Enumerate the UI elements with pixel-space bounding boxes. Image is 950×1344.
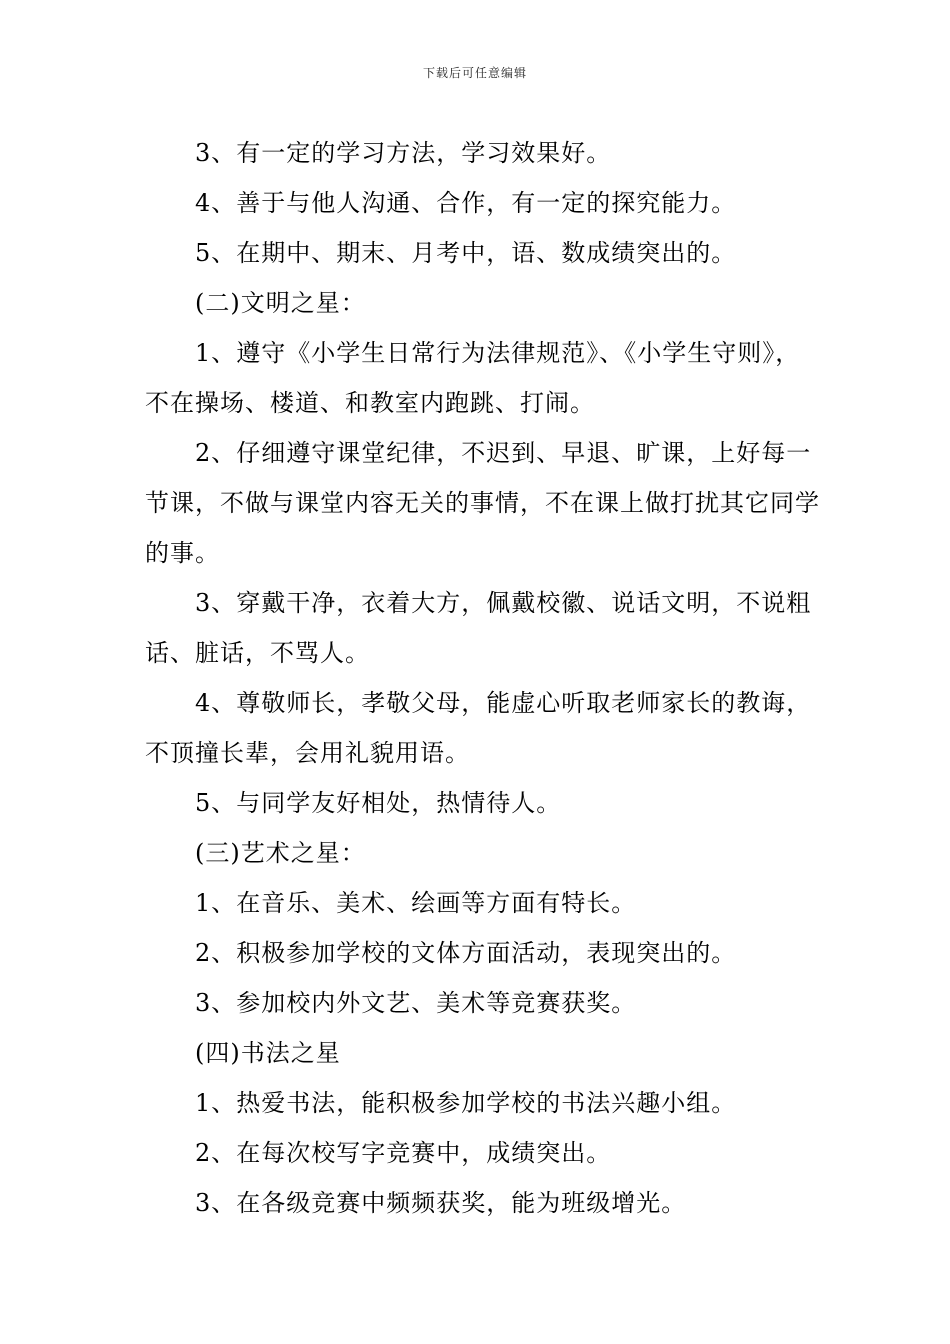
section-heading-civility-star: (二)文明之星： [195,289,366,317]
download-editable-note: 下载后可任意编辑 [422,66,527,80]
paragraph: 4、善于与他人沟通、合作，有一定的探究能力。 [195,189,737,217]
paragraph: 5、在期中、期末、月考中，语、数成绩突出的。 [195,239,737,267]
section-heading-art-star: (三)艺术之星： [195,839,366,867]
paragraph: 1、遵守《小学生日常行为法律规范》、《小学生守则》，不在操场、楼道、和教室内跑跳、打闹。 [145,339,801,417]
paragraph: 1、热爱书法，能积极参加学校的书法兴趣小组。 [195,1089,737,1117]
document-body [145,128,825,1228]
paragraph: 3、穿戴干净，衣着大方，佩戴校徽、说话文明，不说粗话、脏话，不骂人。 [145,589,812,667]
section-heading-calligraphy-star: (四)书法之星 [195,1039,341,1067]
paragraph: 4、尊敬师长，孝敬父母，能虚心听取老师家长的教诲，不顶撞长辈，会用礼貌用语。 [145,689,812,767]
paragraph: 3、在各级竞赛中频频获奖，能为班级增光。 [195,1189,687,1217]
paragraph: 3、有一定的学习方法，学习效果好。 [195,139,612,167]
paragraph: 1、在音乐、美术、绘画等方面有特长。 [195,889,637,917]
paragraph: 2、在每次校写字竞赛中，成绩突出。 [195,1139,612,1167]
paragraph: 5、与同学友好相处，热情待人。 [195,789,562,817]
paragraph: 2、仔细遵守课堂纪律，不迟到、早退、旷课，上好每一节课，不做与课堂内容无关的事情，不在课上做打扰其它同学的事。 [145,439,820,567]
paragraph: 2、积极参加学校的文体方面活动，表现突出的。 [195,939,737,967]
paragraph: 3、参加校内外文艺、美术等竞赛获奖。 [195,989,637,1017]
